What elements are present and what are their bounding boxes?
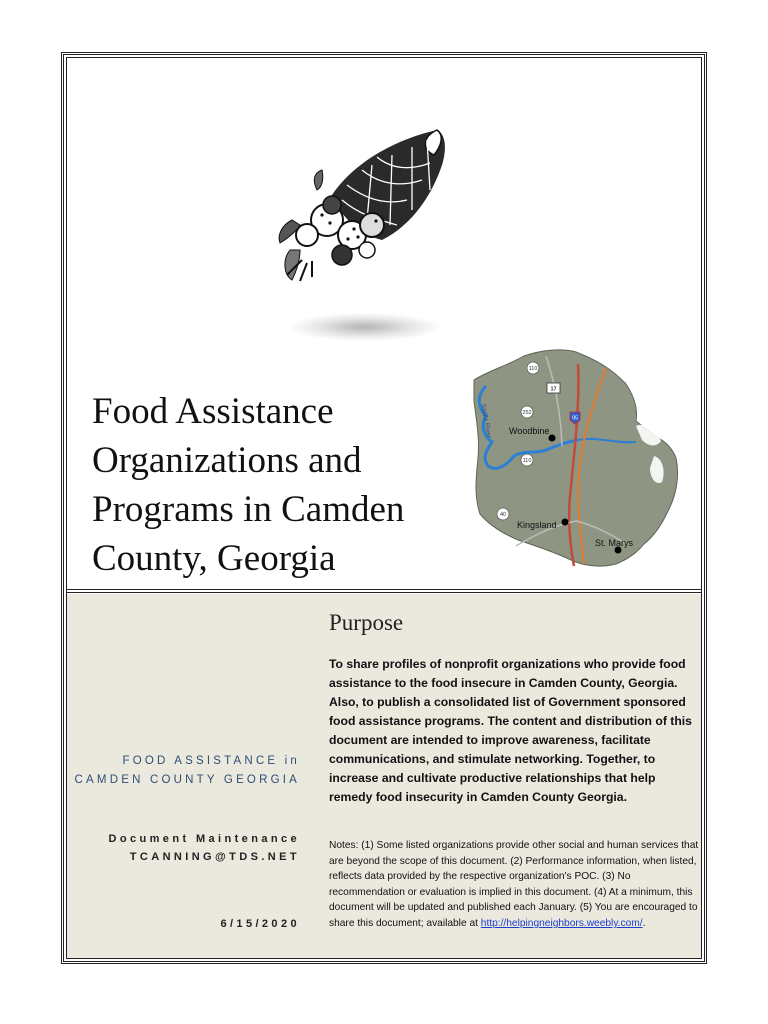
map-label-woodbine: Woodbine [509, 426, 550, 436]
title-line-4: County, Georgia [92, 538, 336, 579]
helping-neighbors-link[interactable]: http://helpingneighbors.weebly.com/ [480, 917, 643, 929]
route-shield-17: 17 [550, 386, 557, 393]
route-shield-95: 95 [571, 415, 579, 422]
route-shield-110: 110 [528, 366, 538, 372]
notes [329, 838, 701, 932]
route-shield-252: 252 [522, 410, 532, 416]
maintenance-label: Document Maintenance [108, 833, 300, 845]
document-title [92, 387, 472, 583]
document-date: 6/15/2020 [220, 918, 300, 930]
sidebar-title [70, 752, 300, 790]
title-line-1: Food Assistance [92, 391, 334, 432]
title-line-2: Organizations and [92, 440, 362, 481]
notes-suffix: . [642, 917, 646, 929]
title-line-3: Programs in Camden [92, 489, 405, 530]
purpose-heading: Purpose [329, 610, 404, 635]
sidebar-title-line-2: CAMDEN COUNTY GEORGIA [74, 774, 300, 786]
map-label-river: Satilla River [479, 403, 493, 439]
route-shield-110-south: 110 [522, 458, 532, 464]
cornucopia-illustration [272, 125, 452, 285]
maintenance-info [70, 830, 300, 866]
notes-text: Notes: (1) Some listed organizations provide other social and human services that are beyond the scope of this document. (2) Performance information, when listed, reflects data provided by the respective organization's POC. (3) No recommendation or evaluation is implied in this document. (4) At a minimum, this document will be updated and published each January. (5) You are encouraged to share this document; available at [329, 840, 699, 929]
map-label-kingsland: Kingsland [517, 520, 557, 530]
purpose-body: To share profiles of nonprofit organizations who provide food assistance to the food insecure in Camden County, Georgia. Also, to publish a consolidated list of Government sponsored food assistance programs. The content and distribution of this document are intended to improve awareness, facilitate communications, and stimulate networking. Together, to increase and cultivate productive relationships that help remedy food insecurity in Camden County Georgia. [329, 657, 692, 804]
cornucopia-shadow [290, 313, 440, 341]
maintenance-email: TCANNING@TDS.NET [129, 851, 300, 863]
camden-county-map [466, 346, 682, 570]
sidebar-title-line-1: FOOD ASSISTANCE in [122, 755, 300, 767]
route-shield-40: 40 [499, 512, 507, 518]
map-label-st-marys: St. Marys [595, 538, 634, 548]
